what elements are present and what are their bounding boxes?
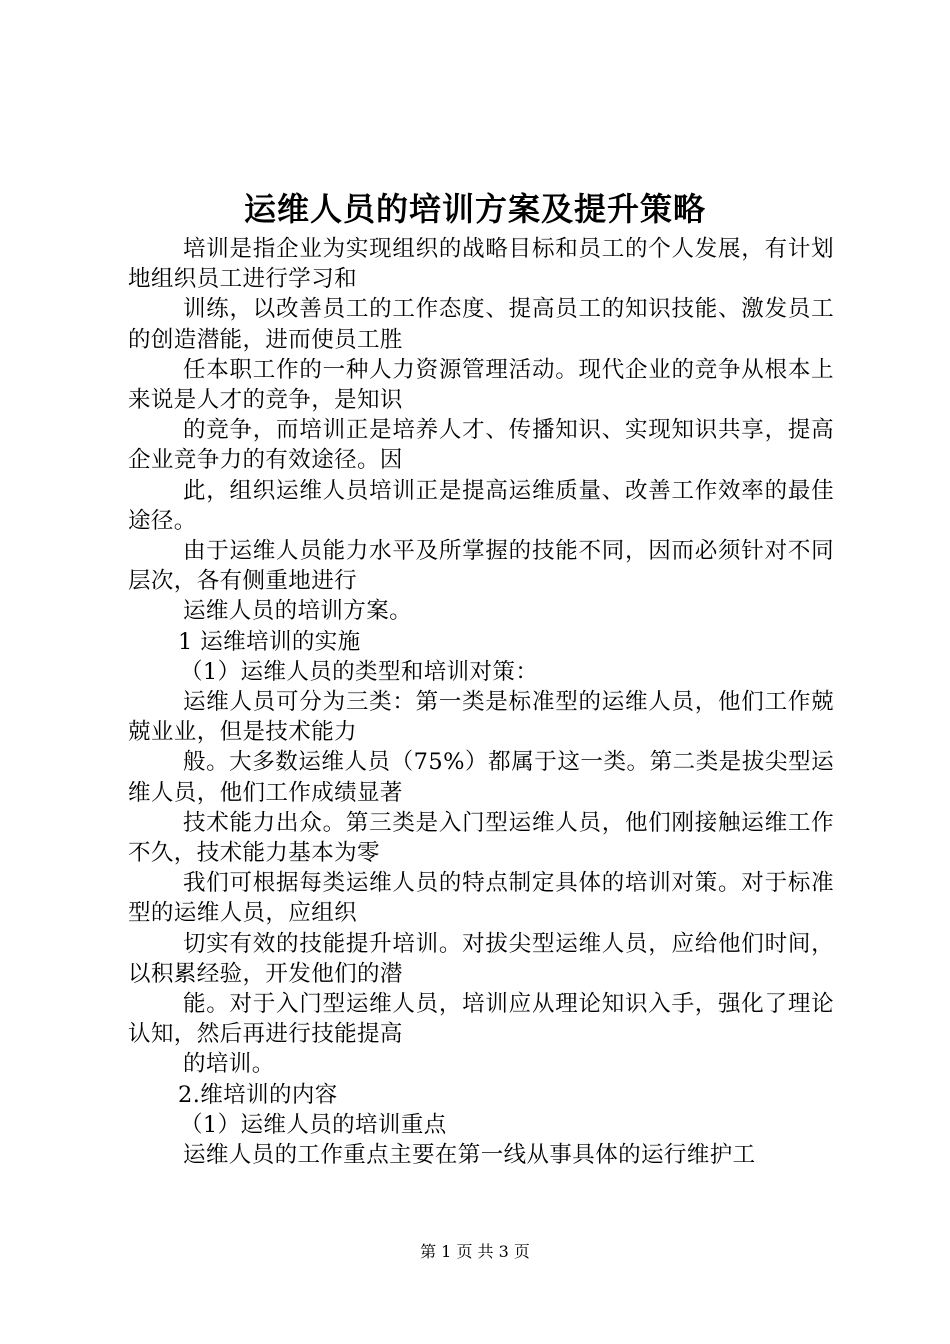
section-heading: 1 运维培训的实施	[178, 628, 361, 655]
paragraph: 此，组织运维人员培训正是提高运维质量、改善工作效率的最佳途径。	[128, 477, 834, 534]
document-title: 运维人员的培训方案及提升策略	[243, 190, 706, 228]
subsection-heading: （1）运维人员的培训重点	[180, 1111, 447, 1138]
paragraph: 运维人员的培训方案。	[183, 598, 413, 625]
paragraph: 我们可根据每类运维人员的特点制定具体的培训对策。对于标准型的运维人员，应组织	[128, 870, 834, 927]
paragraph: 运维人员的工作重点主要在第一线从事具体的运行维护工	[183, 1142, 756, 1169]
paragraph: 由于运维人员能力水平及所掌握的技能不同，因而必须针对不同层次，各有侧重地进行	[128, 538, 834, 595]
paragraph: 培训是指企业为实现组织的战略目标和员工的个人发展，有计划地组织员工进行学习和	[128, 236, 834, 293]
paragraph: 技术能力出众。第三类是入门型运维人员，他们刚接触运维工作不久，技术能力基本为零	[128, 809, 834, 867]
paragraph: 任本职工作的一种人力资源管理活动。现代企业的竞争从根本上来说是人才的竞争，是知识	[128, 356, 834, 414]
paragraph: 运维人员可分为三类：第一类是标准型的运维人员，他们工作兢兢业业，但是技术能力	[128, 689, 834, 746]
paragraph: 切实有效的技能提升培训。对拔尖型运维人员，应给他们时间，以积累经验，开发他们的潜	[128, 930, 834, 987]
document-body	[128, 234, 834, 1170]
paragraph: 的竞争，而培训正是培养人才、传播知识、实现知识共享，提高企业竞争力的有效途径。因	[128, 417, 834, 474]
paragraph: 的培训。	[183, 1051, 275, 1078]
paragraph: 般。大多数运维人员（75%）都属于这一类。第二类是拔尖型运维人员，他们工作成绩显著	[128, 749, 834, 806]
page-indicator: 第 1 页 共 3 页	[420, 1242, 530, 1261]
paragraph: 训练，以改善员工的工作态度、提高员工的知识技能、激发员工的创造潜能，进而使员工胜	[128, 296, 834, 353]
paragraph: 能。对于入门型运维人员，培训应从理论知识入手，强化了理论认知，然后再进行技能提高	[128, 991, 834, 1048]
subsection-heading: （1）运维人员的类型和培训对策：	[180, 658, 539, 685]
section-heading: 2.维培训的内容	[178, 1081, 338, 1108]
